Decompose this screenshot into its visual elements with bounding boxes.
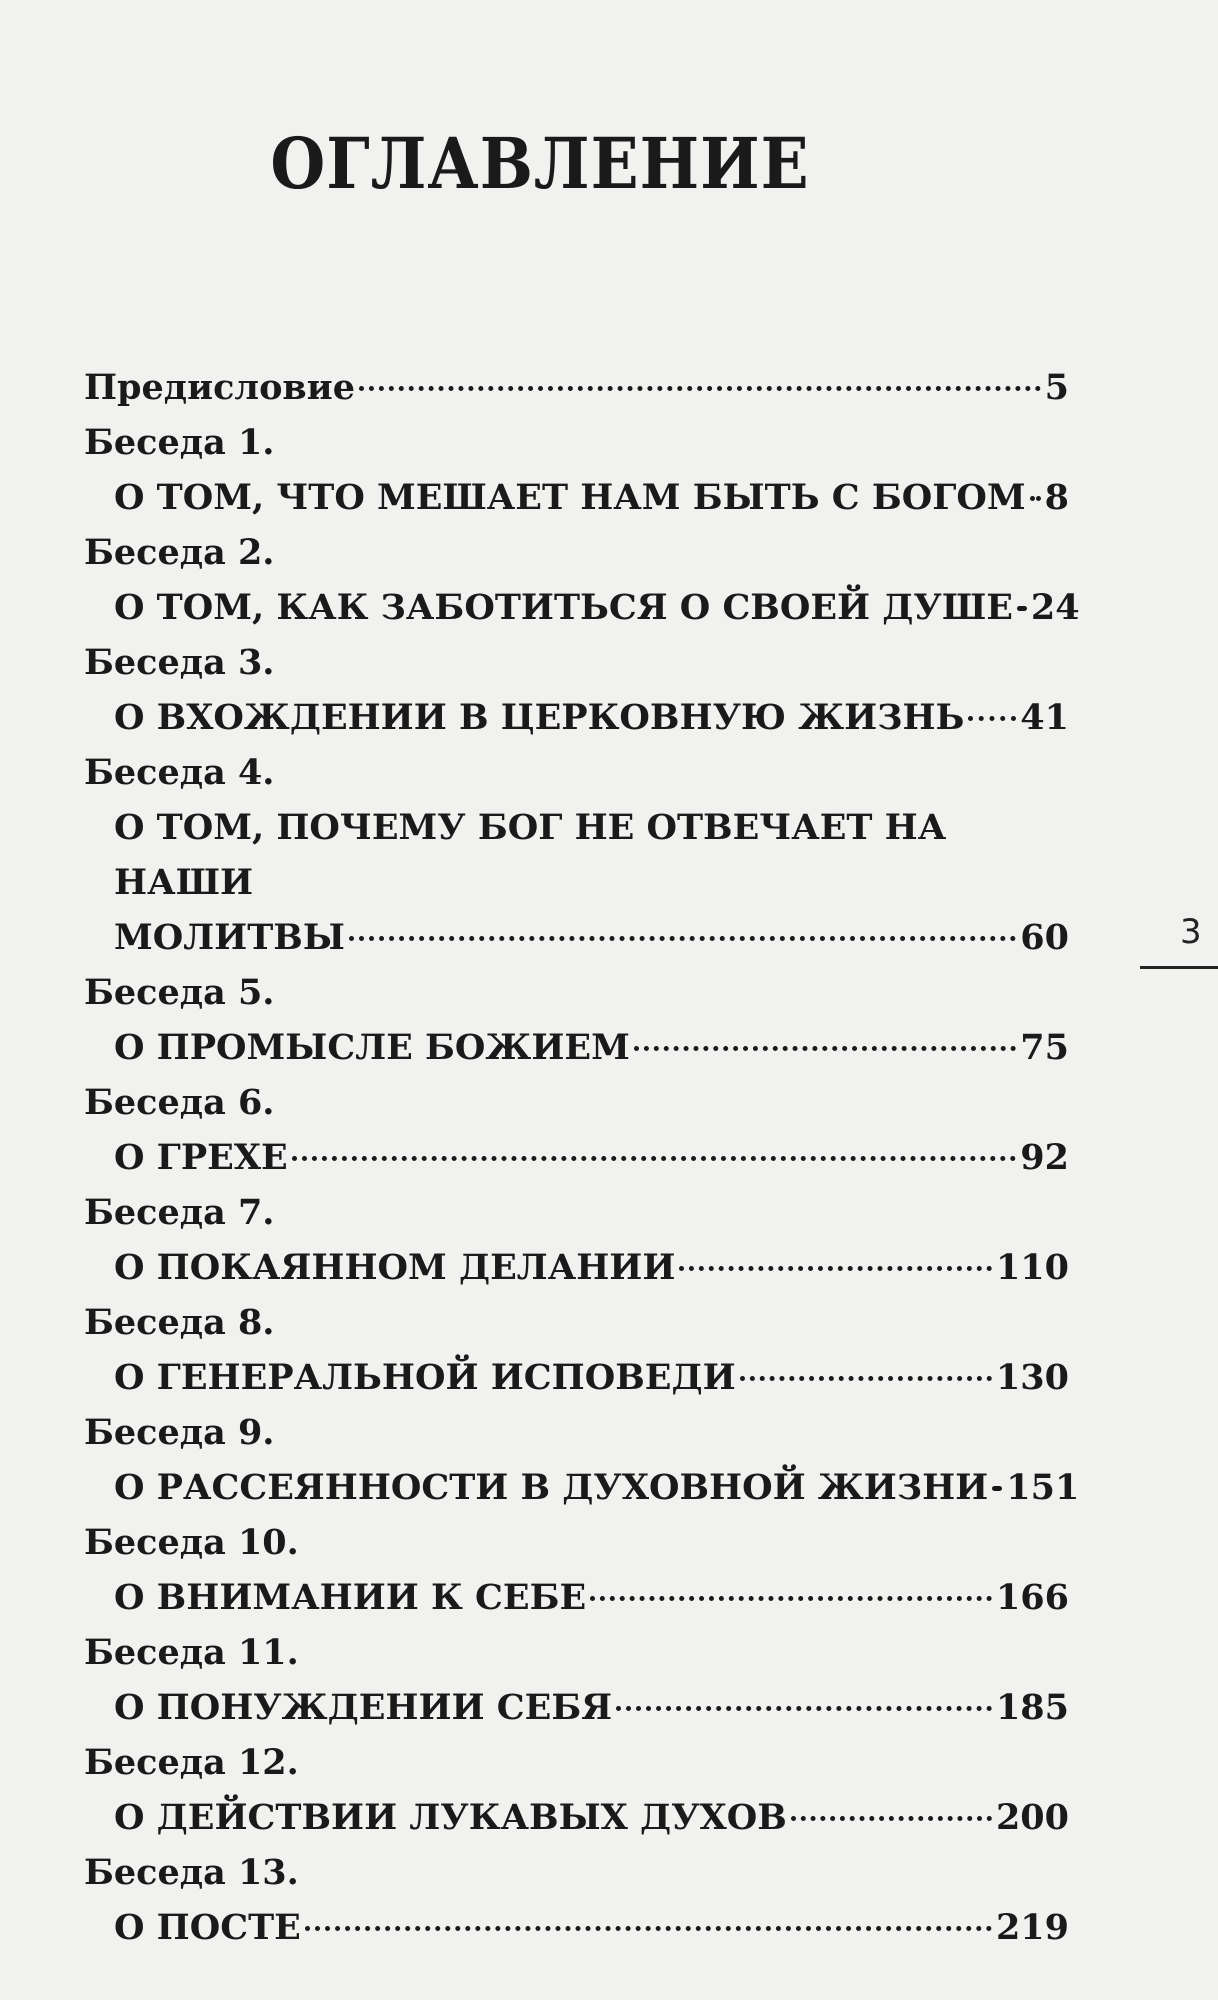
toc-entry-title: О ВНИМАНИИ К СЕБЕ <box>114 1577 587 1618</box>
talk-label: Беседа 12. <box>84 1742 299 1783</box>
toc-entry-talk-8[interactable] <box>84 1295 1069 1405</box>
talk-label: Беседа 4. <box>84 752 275 793</box>
toc-entry-page: 110 <box>995 1247 1069 1288</box>
toc-entry-title: О ГЕНЕРАЛЬНОЙ ИСПОВЕДИ <box>114 1357 736 1398</box>
dot-leader <box>634 1046 1016 1051</box>
toc-entry-page: 41 <box>1020 697 1069 738</box>
talk-label: Беседа 7. <box>84 1192 275 1233</box>
toc-entry-talk-6[interactable] <box>84 1075 1069 1185</box>
talk-label: Беседа 1. <box>84 422 275 463</box>
toc-entry-page: 8 <box>1044 477 1069 518</box>
talk-label: Беседа 5. <box>84 972 275 1013</box>
talk-label: Беседа 6. <box>84 1082 275 1123</box>
dot-leader <box>740 1376 992 1381</box>
page-number: 3 <box>1180 912 1202 952</box>
toc-entry-title: О ПОНУЖДЕНИИ СЕБЯ <box>114 1687 613 1728</box>
dot-leader <box>1030 496 1041 501</box>
toc-entry-title: О ТОМ, ЧТО МЕШАЕТ НАМ БЫТЬ С БОГОМ <box>114 477 1026 518</box>
dot-leader <box>791 1816 992 1821</box>
toc-entry-talk-4[interactable] <box>84 745 1069 965</box>
toc-entry-page: 185 <box>995 1687 1069 1728</box>
dot-leader <box>1017 606 1027 611</box>
talk-label: Беседа 9. <box>84 1412 275 1453</box>
toc-entry-talk-12[interactable] <box>84 1735 1069 1845</box>
toc-entry-talk-10[interactable] <box>84 1515 1069 1625</box>
talk-label: Беседа 10. <box>84 1522 299 1563</box>
toc-entry-page: 151 <box>1006 1467 1080 1508</box>
toc-entry-title: О ВХОЖДЕНИИ В ЦЕРКОВНУЮ ЖИЗНЬ <box>114 697 965 738</box>
toc-entry-talk-5[interactable] <box>84 965 1069 1075</box>
dot-leader <box>359 386 1041 391</box>
toc-entry-page: 5 <box>1044 367 1069 408</box>
toc-entry-title: О ПОКАЯННОМ ДЕЛАНИИ <box>114 1247 676 1288</box>
toc-entry-title-line1: О ТОМ, ПОЧЕМУ БОГ НЕ ОТВЕЧАЕТ НА НАШИ <box>114 807 947 903</box>
toc-entry-page: 75 <box>1020 1027 1069 1068</box>
toc-entry-title: О ДЕЙСТВИИ ЛУКАВЫХ ДУХОВ <box>114 1797 787 1838</box>
toc-entry-title: МОЛИТВЫ <box>114 917 345 958</box>
dot-leader <box>968 716 1016 721</box>
dot-leader <box>292 1156 1017 1161</box>
talk-label: Беседа 3. <box>84 642 275 683</box>
dot-leader <box>616 1706 992 1711</box>
toc-entry-page: 200 <box>995 1797 1069 1838</box>
toc-entry-talk-2[interactable] <box>84 525 1080 635</box>
toc-entry-title: О ГРЕХЕ <box>114 1137 288 1178</box>
toc-entry-title: О ПОСТЕ <box>114 1907 301 1948</box>
toc-entry-page: 166 <box>995 1577 1069 1618</box>
dot-leader <box>679 1266 992 1271</box>
talk-label: Беседа 13. <box>84 1852 299 1893</box>
toc-entry-talk-9[interactable] <box>84 1405 1080 1515</box>
toc-entry-page: 130 <box>995 1357 1069 1398</box>
dot-leader <box>590 1596 992 1601</box>
dot-leader <box>992 1486 1002 1491</box>
toc-entry-title: О РАССЕЯННОСТИ В ДУХОВНОЙ ЖИЗНИ <box>114 1467 989 1508</box>
talk-label: Беседа 8. <box>84 1302 275 1343</box>
talk-label: Беседа 11. <box>84 1632 299 1673</box>
toc-entry-page: 92 <box>1020 1137 1069 1178</box>
toc-entry-title: О ТОМ, КАК ЗАБОТИТЬСЯ О СВОЕЙ ДУШЕ <box>114 587 1013 628</box>
toc-entry-page: 24 <box>1030 587 1080 628</box>
toc-entry-page: 60 <box>1020 917 1069 958</box>
dot-leader <box>305 1926 992 1931</box>
toc-entry-talk-13[interactable] <box>84 1845 1069 1955</box>
talk-label: Беседа 2. <box>84 532 275 573</box>
toc-entry-preface[interactable] <box>84 360 1069 415</box>
toc-entry-title: Предисловие <box>84 367 355 408</box>
dot-leader <box>349 936 1016 941</box>
toc-entry-page: 219 <box>995 1907 1069 1948</box>
table-of-contents <box>84 360 1080 1955</box>
toc-entry-talk-7[interactable] <box>84 1185 1069 1295</box>
toc-entry-title: О ПРОМЫСЛЕ БОЖИЕМ <box>114 1027 630 1068</box>
toc-entry-talk-3[interactable] <box>84 635 1069 745</box>
toc-entry-talk-11[interactable] <box>84 1625 1069 1735</box>
page-title: ОГЛАВЛЕНИЕ <box>270 122 810 205</box>
page-number-rule <box>1140 966 1218 969</box>
toc-entry-talk-1[interactable] <box>84 415 1069 525</box>
